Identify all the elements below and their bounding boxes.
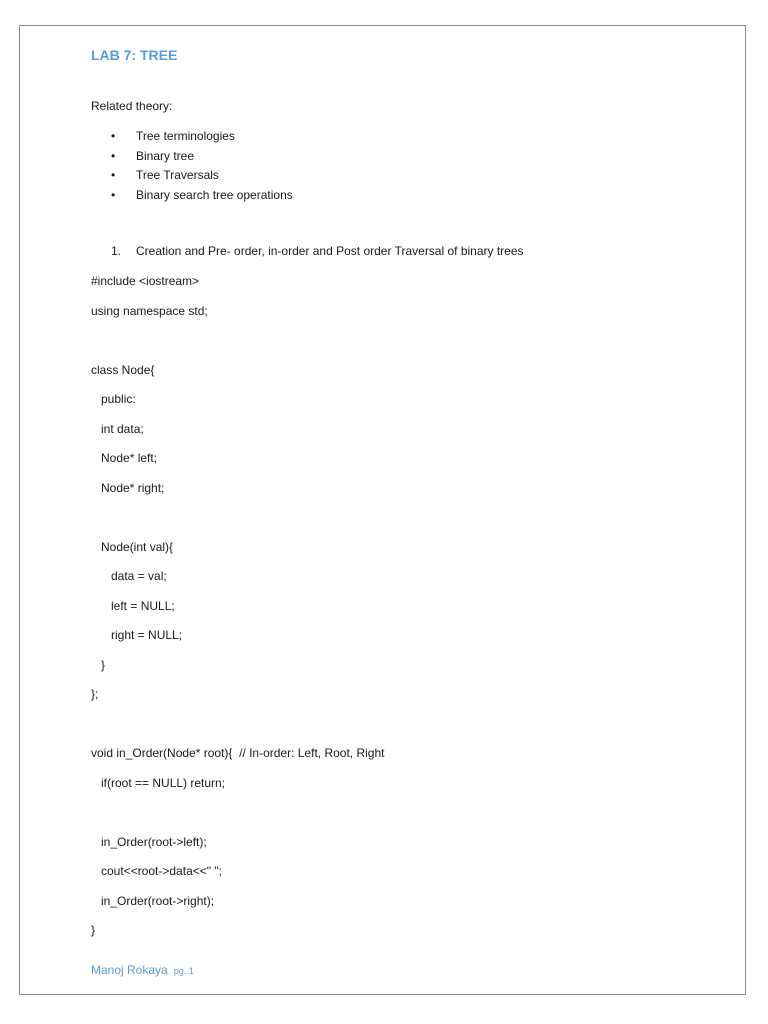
list-item: • Binary search tree operations: [111, 186, 293, 206]
code-line: int data;: [91, 421, 144, 436]
section-text: Creation and Pre- order, in-order and Post order Traversal of binary trees: [136, 244, 524, 258]
page-footer: [91, 963, 194, 977]
code-line: }: [91, 923, 96, 937]
list-item: • Tree terminologies: [111, 127, 293, 147]
code-line: };: [91, 687, 99, 701]
code-line: Node* left;: [91, 451, 158, 465]
code-line: data = val;: [91, 569, 167, 583]
list-item: • Tree Traversals: [111, 166, 293, 186]
section-heading: [111, 244, 524, 258]
code-line: void in_Order(Node* root){ // In-order: Left, Root, Right: [91, 746, 385, 760]
page-title: LAB 7: TREE: [91, 47, 178, 63]
code-line: in_Order(root->left);: [91, 834, 207, 849]
code-line: [91, 805, 384, 835]
code-line: left = NULL;: [91, 598, 175, 613]
code-line: cout<<root->data<<" ";: [91, 864, 222, 878]
section-number: 1.: [111, 244, 122, 258]
code-line: }: [91, 657, 106, 672]
code-line: in_Order(root->right);: [91, 893, 215, 908]
code-line: using namespace std;: [91, 303, 208, 318]
related-theory-label: Related theory:: [91, 99, 173, 113]
code-line: class Node{: [91, 362, 155, 377]
code-line: if(root == NULL) return;: [91, 775, 226, 790]
code-block: [91, 274, 384, 953]
footer-author: Manoj Rokaya: [91, 963, 168, 977]
code-line: #include <iostream>: [91, 274, 200, 288]
code-line: public:: [91, 392, 136, 406]
code-line: Node* right;: [91, 480, 165, 495]
list-item: • Binary tree: [111, 147, 293, 167]
code-line: [91, 717, 384, 747]
page-number: pg. 1: [173, 966, 194, 976]
code-line: [91, 333, 384, 363]
code-line: right = NULL;: [91, 628, 183, 642]
code-line: [91, 510, 384, 540]
theory-list: [111, 127, 293, 205]
document-page: [19, 25, 746, 995]
code-line: Node(int val){: [91, 539, 174, 554]
